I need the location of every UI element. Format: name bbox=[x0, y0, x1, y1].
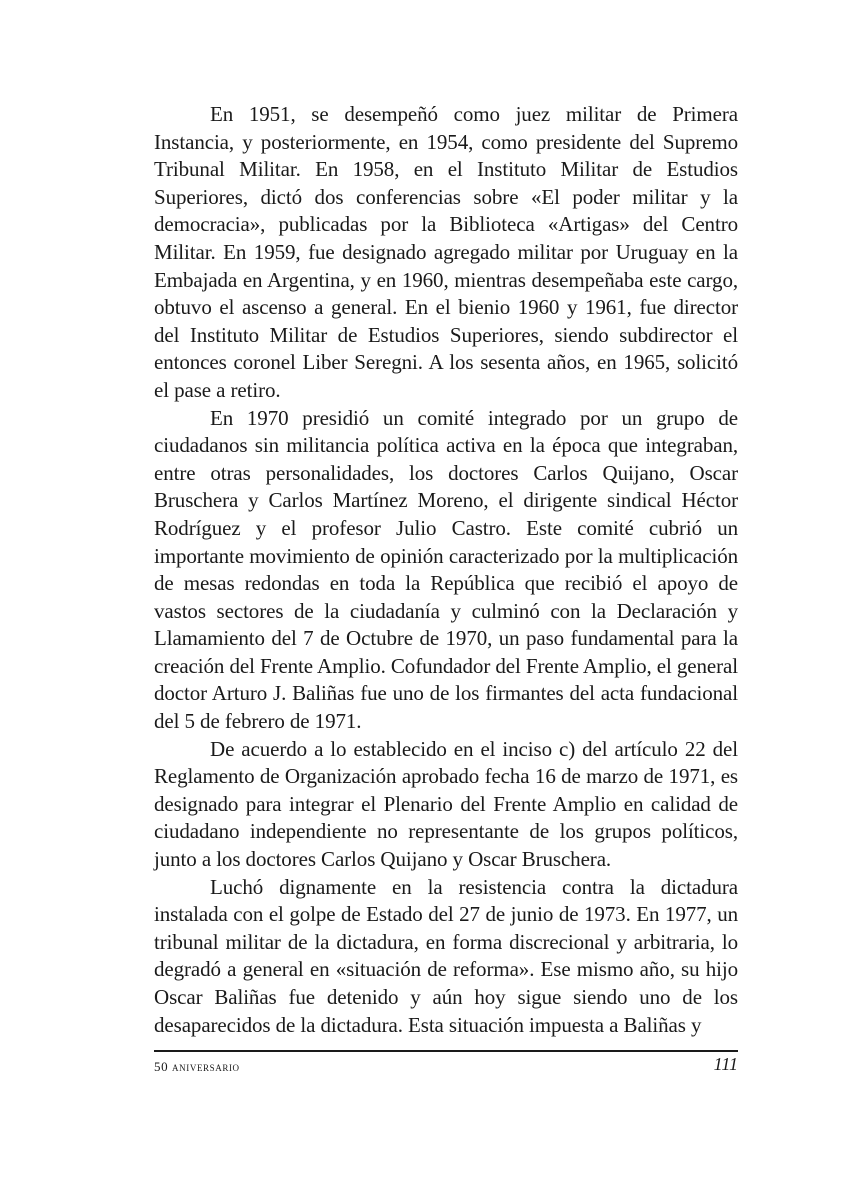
paragraph-3: De acuerdo a lo establecido en el inciso c) del artículo 22 del Reglamento de Organización aprobado fecha 16 de marzo de 1971, es designado para integrar el Plenario del Frente Amplio en calidad de ciudadano independiente no representante de los grupos políticos, junto a los doctores Carlos Quijano y Oscar Bruschera. bbox=[154, 736, 738, 872]
footer-running-title: 50 aniversario bbox=[154, 1059, 240, 1074]
paragraph-2: En 1970 presidió un comité integrado por un grupo de ciudadanos sin militancia política activa en la época que integraban, entre otras personalidades, los doctores Carlos Quijano, Oscar Bruschera y Carlos Martínez Moreno, el dirigente sindical Héctor Rodríguez y el profesor Julio Castro. Este comité cubrió un importante movimiento de opinión caracterizado por la multiplicación de mesas redondas en toda la República que recibió el apoyo de vastos sectores de la ciudadanía y culminó con la Declaración y Llamamiento del 7 de Octubre de 1970, un paso fundamental para la creación del Frente Amplio. Cofundador del Frente Amplio, el general doctor Arturo J. Baliñas fue uno de los firmantes del acta fundacional del 5 de febrero de 1971. bbox=[154, 405, 738, 734]
paragraph-1: En 1951, se desempeñó como juez militar de Primera Instancia, y posteriormente, en 1954, como presidente del Supremo Tribunal Militar. En 1958, en el Instituto Militar de Estudios Superiores, dictó dos conferencias sobre «El poder militar y la democracia», publicadas por la Biblioteca «Artigas» del Centro Militar. En 1959, fue designado agregado militar por Uruguay en la Embajada en Argentina, y en 1960, mientras desempeñaba este cargo, obtuvo el ascenso a general. En el bienio 1960 y 1961, fue director del Instituto Militar de Estudios Superiores, siendo subdirector el entonces coronel Liber Seregni. A los sesenta años, en 1965, solicitó el pase a retiro. bbox=[154, 102, 738, 402]
paragraph-4: Luchó dignamente en la resistencia contra la dictadura instalada con el golpe de Estado del 27 de junio de 1973. En 1977, un tribunal militar de la dictadura, en forma discrecional y arbitraria, lo degradó a general en «situación de reforma». Ese mismo año, su hijo Oscar Baliñas fue detenido y aún hoy sigue siendo uno de los desaparecidos de la dictadura. Esta situación impuesta a Baliñas y bbox=[154, 874, 738, 1037]
page-number: 111 bbox=[713, 1054, 738, 1074]
page-body bbox=[154, 101, 738, 1039]
footer-divider bbox=[154, 1050, 738, 1052]
